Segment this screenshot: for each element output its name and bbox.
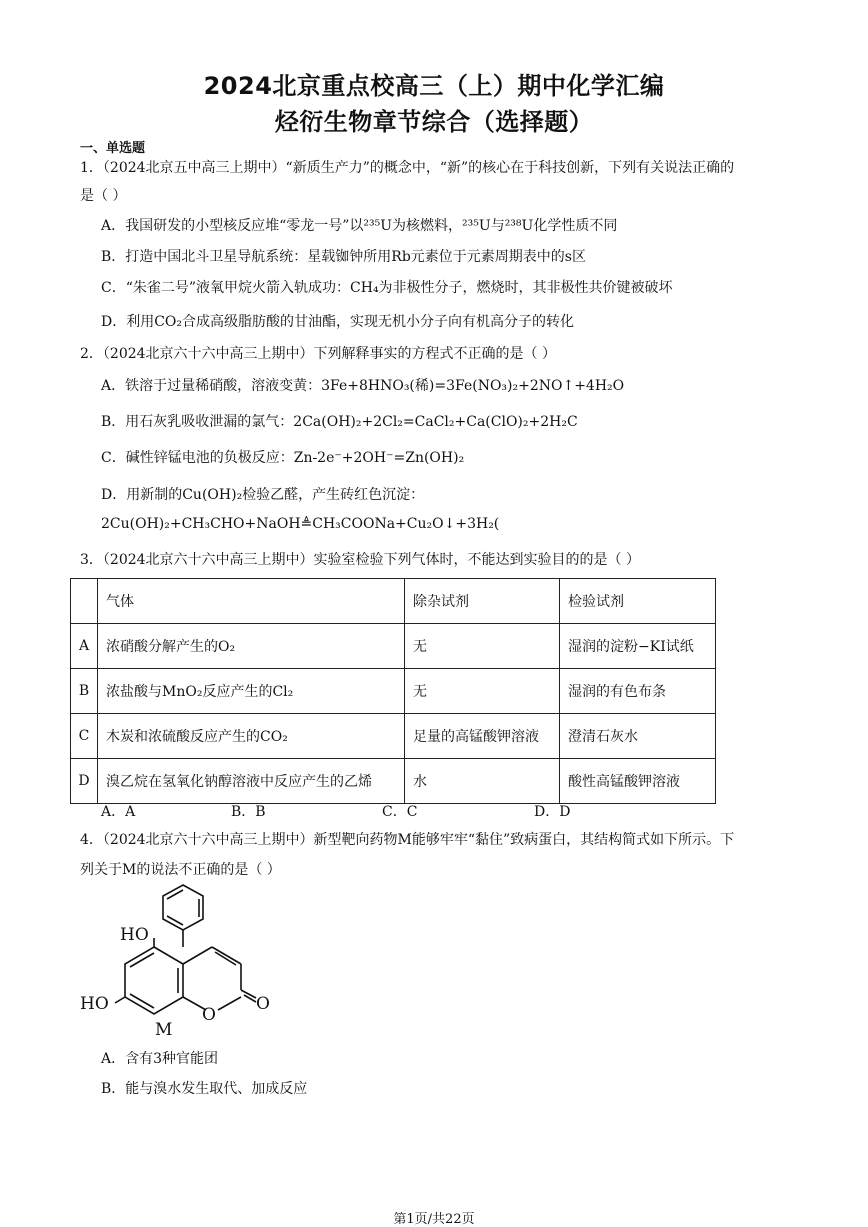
title-line-2: 烃衍生物章节综合（选择题） — [274, 108, 594, 136]
table-cell: 浓硝酸分解产生的O₂ — [98, 624, 405, 669]
table-header-cell: 气体 — [98, 579, 405, 624]
table-row — [71, 669, 716, 714]
q4-stem-line1: 4．（2024北京六十六中高三上期中）新型靶向药物M能够牢牢“黏住”致病蛋白，其结构简式如下所示。下 — [80, 832, 735, 848]
q1-option-d: D．利用CO₂合成高级脂肪酸的甘油酯，实现无机小分子向有机高分子的转化 — [101, 314, 575, 330]
q2-option-d-equation: 2Cu(OH)₂+CH₃CHO+NaOH≜CH₃COONa+Cu₂O↓+3H₂( — [101, 516, 500, 532]
table-cell: 足量的高锰酸钾溶液 — [405, 714, 560, 759]
table-cell: C — [71, 714, 98, 759]
section-heading: 一、单选题 — [80, 141, 146, 156]
q3-choice-b: B．B — [231, 804, 266, 820]
q1-option-a: A．我国研发的小型核反应堆“零龙一号”以²³⁵U为核燃料，²³⁵U与²³⁸U化学性质不同 — [101, 218, 618, 234]
ring-oxygen-label: O — [202, 1005, 216, 1025]
table-cell: 湿润的有色布条 — [560, 669, 716, 714]
q1-option-c: C．“朱雀二号”液氧甲烷火箭入轨成功：CH₄为非极性分子，燃烧时，其非极性共价键被破坏 — [101, 280, 673, 296]
table-cell: A — [71, 624, 98, 669]
molecule-label-m: M — [155, 1020, 173, 1040]
table-row — [71, 759, 716, 804]
q4-option-b: B．能与溴水发生取代、加成反应 — [101, 1081, 308, 1097]
q3-choice-d: D．D — [534, 804, 571, 820]
q1-option-b: B．打造中国北斗卫星导航系统：星载铷钟所用Rb元素位于元素周期表中的s区 — [101, 249, 586, 265]
q4-stem-line2: 列关于M的说法不正确的是（ ） — [80, 862, 281, 878]
q1-stem-line1: 1．（2024北京五中高三上期中）“新质生产力”的概念中，“新”的核心在于科技创新，下列有关说法正确的 — [80, 160, 735, 176]
q2-option-d: D．用新制的Cu(OH)₂检验乙醛，产生砖红色沉淀： — [101, 487, 425, 503]
q2-option-c: C．碱性锌锰电池的负极反应：Zn-2e⁻+2OH⁻=Zn(OH)₂ — [101, 450, 465, 466]
table-cell: 溴乙烷在氢氧化钠醇溶液中反应产生的乙烯 — [98, 759, 405, 804]
q3-choice-a: A．A — [101, 804, 136, 820]
q1-stem-line2: 是（ ） — [80, 188, 127, 204]
table-cell: B — [71, 669, 98, 714]
table-cell: D — [71, 759, 98, 804]
hydroxyl-label-top: HO — [120, 925, 149, 945]
table-cell: 酸性高锰酸钾溶液 — [560, 759, 716, 804]
q2-stem: 2．（2024北京六十六中高三上期中）下列解释事实的方程式不正确的是（ ） — [80, 346, 556, 362]
title-line-1: 2024北京重点校高三（上）期中化学汇编 — [203, 72, 665, 100]
page-footer: 第1页/共22页 — [393, 1212, 475, 1227]
table-cell: 水 — [405, 759, 560, 804]
table-header-cell — [71, 579, 98, 624]
phenyl-ring — [163, 885, 203, 930]
table-cell: 湿润的淀粉−KI试纸 — [560, 624, 716, 669]
carbonyl-oxygen-label: O — [256, 994, 270, 1014]
table-header-row — [71, 579, 716, 624]
table-cell: 浓盐酸与MnO₂反应产生的Cl₂ — [98, 669, 405, 714]
q3-table — [70, 578, 716, 804]
q4-option-a: A．含有3种官能团 — [101, 1051, 219, 1067]
table-cell: 澄清石灰水 — [560, 714, 716, 759]
table-header-cell: 检验试剂 — [560, 579, 716, 624]
q2-option-b: B．用石灰乳吸收泄漏的氯气：2Ca(OH)₂+2Cl₂=CaCl₂+Ca(ClO)₂+2H₂C — [101, 414, 578, 430]
table-cell: 木炭和浓硫酸反应产生的CO₂ — [98, 714, 405, 759]
table-cell: 无 — [405, 669, 560, 714]
q3-stem: 3．（2024北京六十六中高三上期中）实验室检验下列气体时，不能达到实验目的的是（ ） — [80, 552, 640, 568]
table-row — [71, 714, 716, 759]
benzene-ring — [125, 947, 183, 1014]
hydroxyl-label-left: HO — [80, 994, 109, 1014]
table-header-cell: 除杂试剂 — [405, 579, 560, 624]
q3-choice-c: C．C — [382, 804, 418, 820]
table-cell: 无 — [405, 624, 560, 669]
q2-option-a: A．铁溶于过量稀硝酸，溶液变黄：3Fe+8HNO₃(稀)=3Fe(NO₃)₂+2NO↑+4H₂O — [101, 378, 625, 394]
table-row — [71, 624, 716, 669]
